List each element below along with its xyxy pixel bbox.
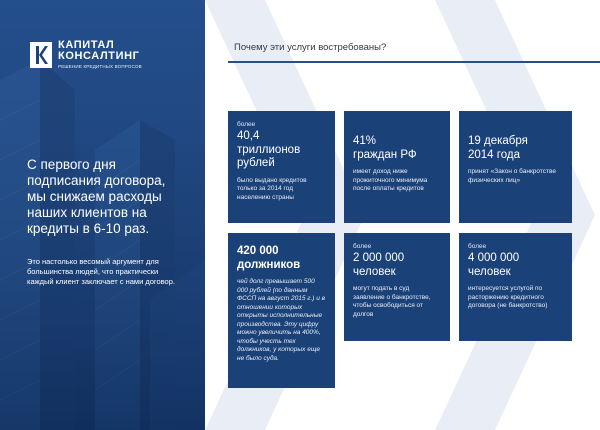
stat-card-law-date: [459, 111, 572, 223]
card-description: принят «Закон о банкротстве физических лиц»: [468, 168, 556, 184]
card-prefix: более: [353, 243, 372, 250]
card-value: 41%: [353, 135, 377, 147]
stat-card-contract-termination: [459, 233, 572, 341]
card-value: 40,4: [237, 130, 260, 142]
brand-name-line2: КОНСАЛТИНГ: [58, 50, 140, 62]
brand-logo: [30, 40, 142, 69]
card-description: чей долг превышает 500 000 рублей (по данным ФССП на август 2015 г.) и в отношении которых открыты исполнительные производства. Эту цифру можно увеличить на 400%, чтобы учесть тех должников, у которых еще не было суда.: [237, 278, 326, 362]
card-value: 420 000: [237, 245, 279, 257]
card-value-unit: триллионов: [237, 143, 301, 156]
stat-card-loans: [228, 111, 335, 223]
card-value-subject: граждан РФ: [353, 148, 417, 161]
logo-k-icon: [30, 42, 52, 68]
left-headline: С первого дня подписания договора, мы снижаем расходы наших клиентов на кредиты в 6-10 раз.: [27, 157, 166, 236]
card-value-subject: человек: [353, 265, 396, 278]
brand-tagline: РЕШЕНИЕ КРЕДИТНЫХ ВОПРОСОВ: [58, 64, 142, 69]
card-value-currency: рублей: [237, 157, 275, 169]
card-description: интересуется услугой по расторжению кредитного договора (не банкротство): [468, 285, 548, 309]
brand-name-line1: КАПИТАЛ: [58, 39, 115, 51]
card-description: было выдано кредитов только за 2014 год населению страны: [237, 176, 307, 201]
stat-card-debtors: [228, 233, 335, 388]
card-description: имеет доход ниже прожиточного минимума после оплаты кредитов: [353, 168, 428, 192]
card-value: 4 000 000: [468, 252, 520, 264]
heading-divider: [228, 61, 600, 63]
stat-card-bankruptcy: [344, 233, 450, 341]
left-panel: [0, 0, 205, 430]
card-prefix: более: [468, 243, 487, 250]
card-description: могут подать в суд заявление о банкротстве, чтобы освободиться от долгов: [353, 285, 431, 318]
card-prefix: более: [237, 121, 256, 128]
card-value-subject: должников: [237, 258, 301, 271]
card-value: 19 декабря: [468, 135, 528, 147]
card-value-year: 2014 года: [468, 148, 520, 161]
stat-card-income: [344, 111, 450, 223]
card-value-subject: человек: [468, 265, 511, 278]
left-subtext: Это настолько весомый аргумент для большинства людей, что практически каждый клиент заключает с нами договор.: [27, 257, 175, 286]
card-value: 2 000 000: [353, 252, 405, 264]
page-heading: Почему эти услуги востребованы?: [234, 42, 387, 53]
